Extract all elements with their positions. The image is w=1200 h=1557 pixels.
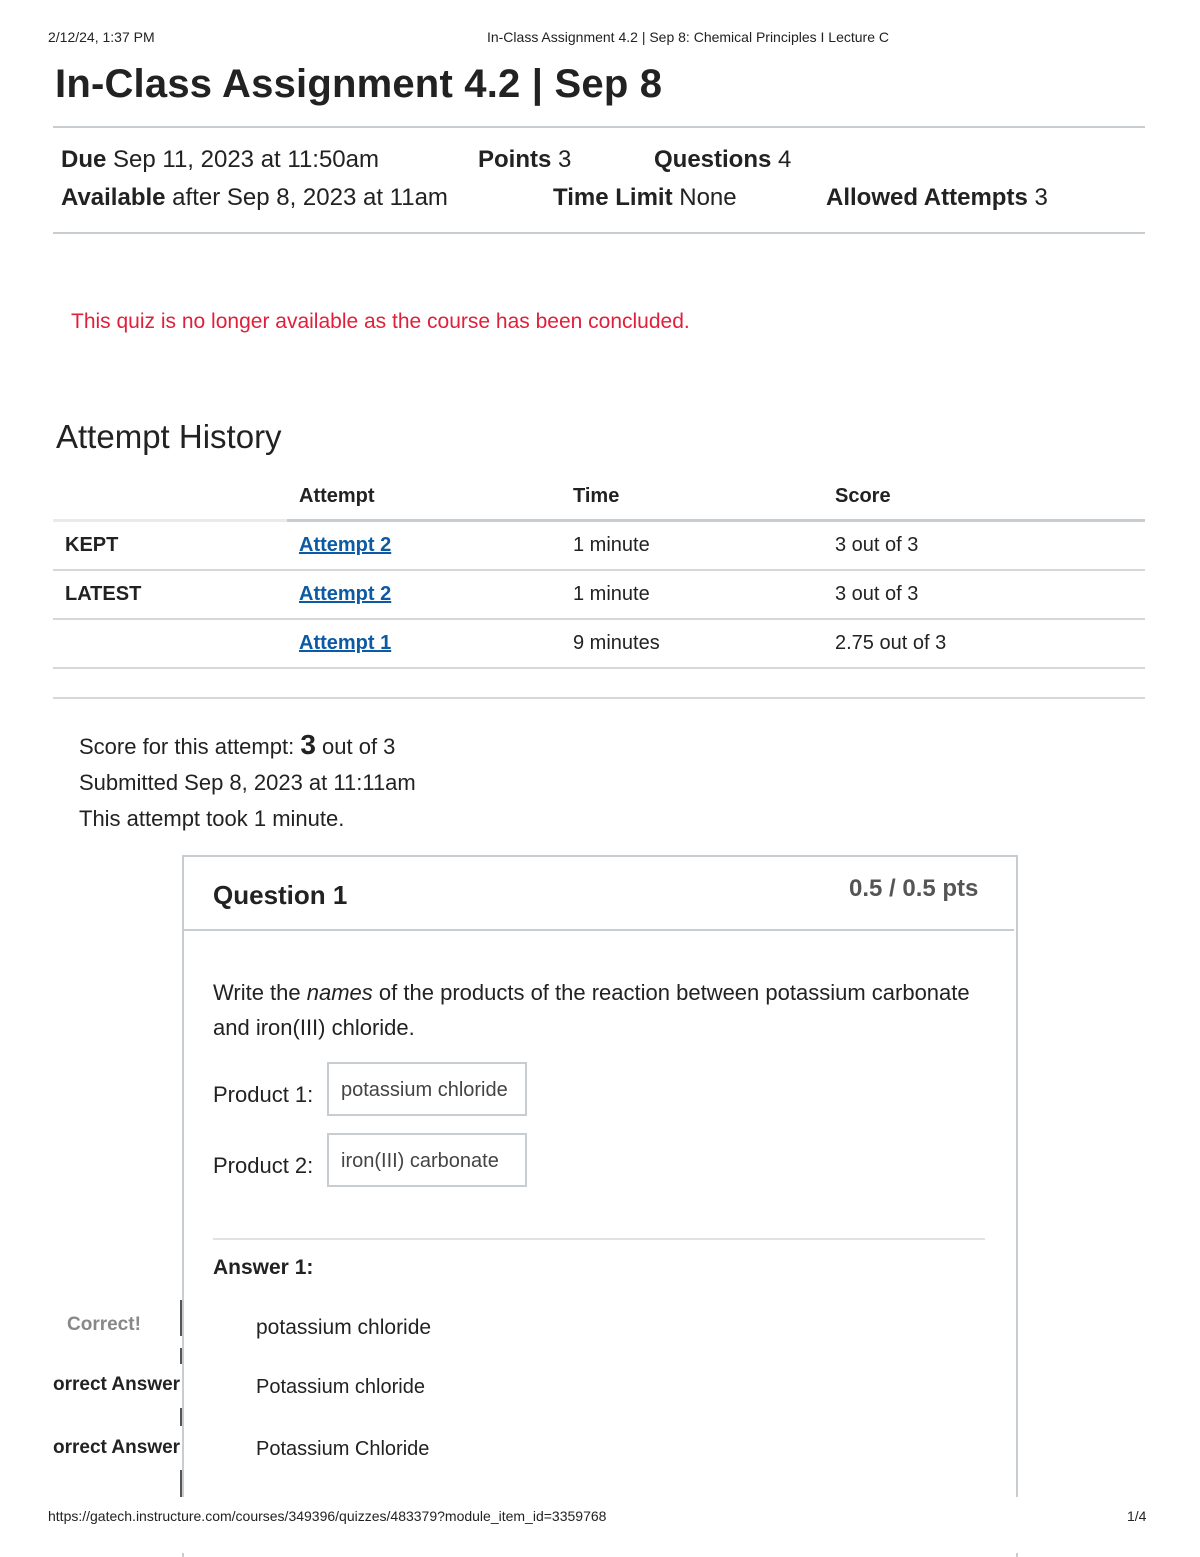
due-label: Due [61,146,107,173]
attempts-value: 3 [1034,184,1048,211]
question-points: 0.5 / 0.5 pts [849,875,979,902]
answer-divider [213,1238,985,1240]
table-row [53,521,1145,571]
time-limit-label: Time Limit [553,184,673,211]
score-prefix: Score for this attempt: [79,734,295,759]
column-header-time: Time [573,484,620,507]
score-suffix: out of 3 [322,734,396,759]
attempts-label: Allowed Attempts [826,184,1028,211]
attempt-score-summary [79,729,395,761]
product-2-input[interactable]: iron(III) carbonate [327,1133,527,1187]
questions-detail [654,146,791,174]
attempt-history-heading: Attempt History [56,418,282,455]
attempt-time: 1 minute [561,521,823,571]
unavailable-notice: This quiz is no longer available as the course has been concluded. [71,310,690,333]
question-text-end: of the products of the reaction between potassium carbonate and iron(III) chloride. [213,980,970,1040]
answer-gutter [0,1300,182,1510]
attempt-score: 3 out of 3 [823,570,1145,619]
time-limit-value: None [679,184,737,211]
question-title: Question 1 [213,880,348,910]
questions-label: Questions [654,146,772,173]
correct-answer-label: orrect Answer [53,1374,181,1395]
print-doc-title: In-Class Assignment 4.2 | Sep 8: Chemical Principles I Lecture C [486,29,890,45]
attempt-link[interactable]: Attempt 2 [299,583,392,605]
attempt-link[interactable]: Attempt 1 [299,632,392,654]
submitted-time: Submitted Sep 8, 2023 at 11:11am [79,770,416,795]
product-1-input[interactable]: potassium chloride [327,1062,527,1116]
gutter-marker [180,1300,182,1336]
table-row [53,570,1145,619]
table-header-row [53,473,1145,521]
answer-value: Potassium Chloride [256,1438,430,1460]
answer-title: Answer 1: [213,1256,314,1279]
footer-area [0,1497,1200,1553]
question-text [213,975,973,1045]
print-datetime: 2/12/24, 1:37 PM [48,29,155,45]
available-label: Available [61,184,166,211]
details-divider [53,232,1145,234]
history-divider [53,697,1145,699]
attempt-duration: This attempt took 1 minute. [79,806,345,831]
column-header-attempt: Attempt [299,484,375,507]
page-title: In-Class Assignment 4.2 | Sep 8 [55,62,663,106]
table-row [53,619,1145,668]
product-1-label: Product 1: [213,1082,314,1107]
answer-value: potassium chloride [256,1316,432,1339]
row-label: KEPT [53,521,287,571]
column-header [53,473,287,521]
gutter-marker [180,1348,182,1364]
row-label: LATEST [53,570,287,619]
attempt-score: 3 out of 3 [823,521,1145,571]
product-2-label: Product 2: [213,1153,314,1178]
page-number: 1/4 [1127,1508,1147,1524]
row-label [53,619,287,668]
points-value: 3 [558,146,572,173]
attempts-detail [826,184,1048,212]
points-label: Points [478,146,552,173]
time-limit-detail [553,184,737,212]
due-value: Sep 11, 2023 at 11:50am [113,146,379,173]
answer-value: Potassium chloride [256,1376,425,1398]
attempt-link[interactable]: Attempt 2 [299,534,392,556]
correct-answer-label: orrect Answer [53,1437,181,1458]
attempt-time: 1 minute [561,570,823,619]
correct-label: Correct! [67,1314,141,1335]
question-text-start: Write the [213,980,301,1005]
attempt-score: 2.75 out of 3 [823,619,1145,668]
attempt-history-table [53,473,1145,669]
column-header-score: Score [835,484,891,507]
available-detail [61,184,448,212]
points-detail [478,146,571,174]
score-value: 3 [300,729,316,760]
question-text-emphasis: names [306,980,373,1005]
gutter-marker [180,1470,182,1500]
gutter-marker [180,1408,182,1426]
questions-value: 4 [778,146,792,173]
available-value: after Sep 8, 2023 at 11am [172,184,448,211]
title-divider [53,126,1145,128]
attempt-time: 9 minutes [561,619,823,668]
due-detail [61,146,379,174]
footer-url: https://gatech.instructure.com/courses/349396/quizzes/483379?module_item_id=3359768 [48,1508,607,1524]
